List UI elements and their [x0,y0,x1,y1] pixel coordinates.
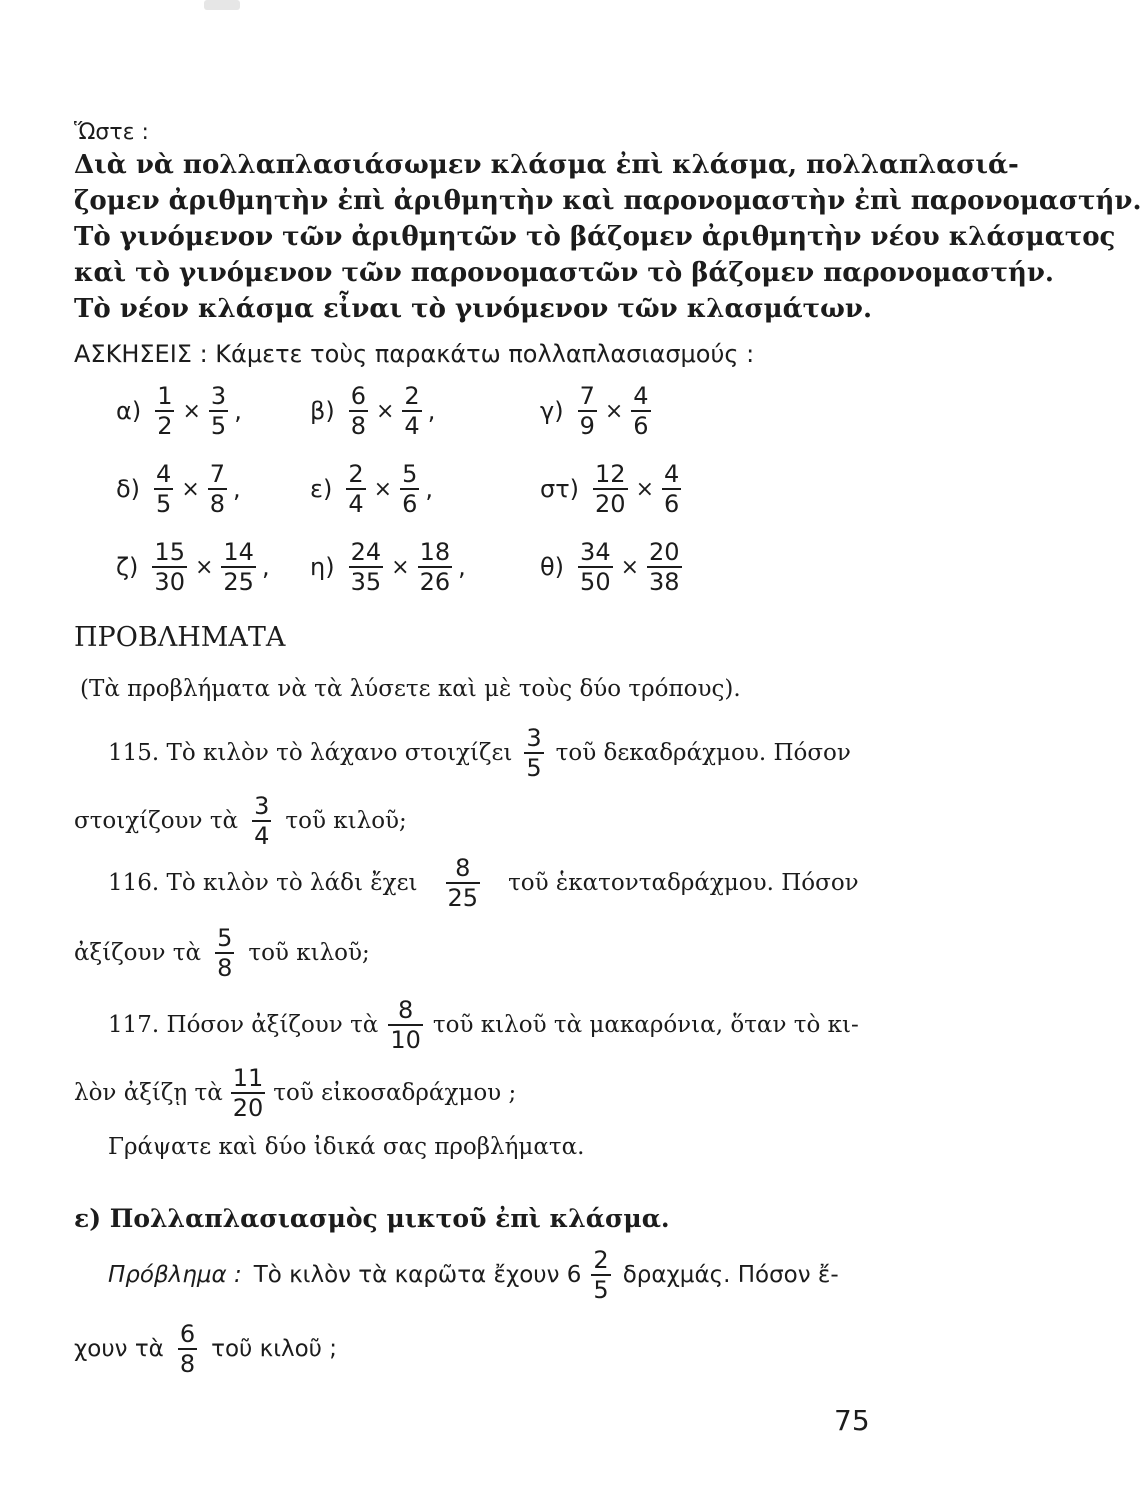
write-own-problems: Γράψατε καὶ δύο ἰδικά σας προβλήματα. [108,1134,585,1160]
exercise-fraction-a [578,382,597,440]
problem-117-line-2 [74,1064,516,1122]
fraction-numerator: 3 [526,724,542,752]
section-e-fraction-2 [178,1320,197,1378]
page-number: 75 [834,1404,870,1437]
problem-117-line-1 [108,996,859,1054]
problem-115-fraction [524,724,543,782]
rule-line-3: Τὸ γινόμενον τῶν ἀριθμητῶν τὸ βάζομεν ἀριθμητὴν νέου κλάσματος [74,222,1116,252]
fraction-denominator: 26 [419,568,451,596]
exercise-fraction-a [154,460,173,518]
fraction-denominator: 35 [350,568,382,596]
times-sign: × [620,554,640,580]
fraction-numerator: 2 [404,382,420,410]
fraction-denominator: 8 [209,490,226,518]
fraction-numerator: 7 [209,460,226,488]
rule-line-1: Διὰ νὰ πολλαπλασιάσωμεν κλάσμα ἐπὶ κλάσμα, πολλαπλασιά- [74,150,1019,180]
problem-115-fraction-2 [252,792,271,850]
exercise-item [310,460,433,518]
times-sign: × [373,476,393,502]
exercise-fraction-b [647,538,682,596]
fraction-numerator: 8 [455,854,471,882]
exercise-label: γ) [540,397,564,425]
exercise-item [540,382,657,440]
fraction-numerator: 15 [154,538,185,566]
fraction-numerator: 7 [579,382,595,410]
exercise-fraction-a [578,538,613,596]
fraction-numerator: 14 [223,538,254,566]
exercise-label: β) [310,397,335,425]
problem-117-text-2: λὸν ἀξίζῃ τὰ [74,1080,223,1106]
exercise-separator: , [261,553,270,581]
times-sign: × [181,476,200,502]
problem-117-fraction-2 [231,1064,266,1122]
fraction-denominator: 5 [526,754,542,782]
fraction-numerator: 1 [157,382,173,410]
section-e-problem-line-1 [108,1246,839,1304]
times-sign: × [182,398,201,424]
times-sign: × [194,554,214,580]
problems-note: (Τὰ προβλήματα νὰ τὰ λύσετε καὶ μὲ τοὺς δύο τρόπους). [80,676,741,702]
problem-115-text-2: στοιχίζουν τὰ [74,808,239,834]
problem-115-text-2-cont: τοῦ κιλοῦ; [285,808,407,834]
fraction-numerator: 18 [419,538,451,566]
fraction-numerator: 2 [348,460,364,488]
fraction-denominator: 25 [447,884,479,912]
fraction-denominator: 5 [210,412,227,440]
section-e-fraction [591,1246,610,1304]
fraction-denominator: 8 [350,412,366,440]
fraction-denominator: 25 [223,568,254,596]
exercise-fraction-b [400,460,419,518]
fraction-numerator: 34 [580,538,611,566]
fraction-numerator: 6 [350,382,366,410]
exercise-label: στ) [540,475,580,503]
problem-116-line-2 [74,924,370,982]
exercise-separator: , [233,475,241,503]
problem-label: Πρόβλημα : [108,1262,242,1288]
fraction-numerator: 3 [210,382,227,410]
fraction-denominator: 8 [217,954,233,982]
fraction-numerator: 11 [232,1064,264,1092]
fraction-denominator: 5 [593,1276,609,1304]
fraction-numerator: 2 [593,1246,609,1274]
fraction-denominator: 4 [404,412,420,440]
fraction-numerator: 20 [649,538,680,566]
problem-116-text-2: ἀξίζουν τὰ [74,940,202,966]
fraction-numerator: 12 [595,460,626,488]
fraction-denominator: 20 [595,490,626,518]
problem-116-fraction-2 [215,924,234,982]
exercise-fraction-b [631,382,650,440]
problem-117-text: 117. Πόσον ἀξίζουν τὰ [108,1012,379,1038]
times-sign: × [375,398,395,424]
fraction-numerator: 4 [156,460,172,488]
times-sign: × [635,476,655,502]
fraction-denominator: 6 [402,490,418,518]
exercise-fraction-a [346,460,365,518]
exercise-label: ζ) [116,553,139,581]
fraction-numerator: 3 [254,792,270,820]
exercise-fraction-a [349,538,384,596]
problem-115-text-cont: τοῦ δεκαδράχμου. Πόσον [555,740,851,766]
problem-115-line-2 [74,792,407,850]
fraction-denominator: 4 [254,822,270,850]
exercise-item [540,460,687,518]
exercise-separator: , [427,397,436,425]
problem-115-text: 115. Τὸ κιλὸν τὸ λάχανο στοιχίζει [108,740,513,766]
exercise-fraction-a [152,538,187,596]
problem-116-text-2-cont: τοῦ κιλοῦ; [248,940,370,966]
exercise-item [116,538,270,596]
problem-117-fraction [388,996,423,1054]
fraction-numerator: 4 [664,460,680,488]
problem-116-line-1 [108,854,859,912]
problem-116-text-cont: τοῦ ἑκατονταδράχμου. Πόσον [508,870,859,896]
fraction-numerator: 24 [350,538,382,566]
exercise-fraction-a [155,382,174,440]
exercise-fraction-b [418,538,453,596]
fraction-numerator: 6 [179,1320,196,1348]
fraction-denominator: 30 [154,568,185,596]
section-e-problem-line-2 [74,1320,337,1378]
exercise-fraction-a [349,382,368,440]
exercise-fraction-b [221,538,256,596]
fraction-numerator: 8 [397,996,414,1024]
fraction-denominator: 6 [633,412,649,440]
fraction-denominator: 38 [649,568,680,596]
fraction-denominator: 8 [179,1350,196,1378]
exercise-label: ε) [310,475,333,503]
problems-title: ΠΡΟΒΛΗΜΑΤΑ [74,622,286,653]
times-sign: × [391,554,410,580]
exercise-fraction-b [402,382,421,440]
exercise-fraction-a [593,460,628,518]
section-e-problem-text-cont: δραχμάς. Πόσον ἔ- [622,1262,839,1288]
problem-115-line-1 [108,724,851,782]
exercise-item [116,382,242,440]
exercises-heading: ΑΣΚΗΣΕΙΣ : Κάμετε τοὺς παρακάτω πολλαπλασιασμούς : [74,340,755,368]
exercise-separator: , [425,475,433,503]
exercise-label: δ) [116,475,141,503]
rule-line-2: ζομεν ἀριθμητὴν ἐπὶ ἀριθμητὴν καὶ παρονομαστὴν ἐπὶ παρονομαστήν. [74,186,1142,216]
section-e-title: ε) Πολλαπλασιασμὸς μικτοῦ ἐπὶ κλάσμα. [74,1204,670,1233]
section-e-problem-text-2-cont: τοῦ κιλοῦ ; [211,1336,338,1362]
fraction-denominator: 20 [232,1094,264,1122]
fraction-denominator: 9 [579,412,595,440]
section-e-problem-text: Τὸ κιλὸν τὰ καρῶτα ἔχουν 6 [253,1262,582,1288]
exercise-item [540,538,688,596]
rule-line-4: καὶ τὸ γινόμενον τῶν παρονομαστῶν τὸ βάζομεν παρονομαστήν. [74,258,1054,288]
exercise-label: α) [116,397,142,425]
exercise-item [310,538,466,596]
rule-line-5: Τὸ νέον κλάσμα εἶναι τὸ γινόμενον τῶν κλασμάτων. [74,294,873,324]
fraction-denominator: 5 [156,490,172,518]
problem-116-fraction [446,854,481,912]
exercise-label: θ) [540,553,565,581]
intro-text: Ὥστε : [74,120,149,145]
fraction-denominator: 6 [664,490,680,518]
exercise-separator: , [458,553,466,581]
fraction-numerator: 4 [633,382,649,410]
exercise-item [116,460,241,518]
fraction-denominator: 2 [157,412,173,440]
fraction-numerator: 5 [217,924,233,952]
problem-117-text-2-cont: τοῦ εἰκοσαδράχμου ; [273,1080,517,1106]
exercise-separator: , [234,397,242,425]
problem-116-text: 116. Τὸ κιλὸν τὸ λάδι ἔχει [108,870,418,896]
fraction-denominator: 10 [390,1026,421,1054]
exercise-fraction-b [662,460,681,518]
fraction-denominator: 50 [580,568,611,596]
problem-117-text-cont: τοῦ κιλοῦ τὰ μακαρόνια, ὅταν τὸ κι- [432,1012,859,1038]
exercise-fraction-b [208,460,227,518]
exercise-label: η) [310,553,335,581]
fraction-numerator: 5 [402,460,418,488]
exercise-item [310,382,435,440]
scan-mark [204,0,240,10]
exercise-fraction-b [209,382,228,440]
section-e-problem-text-2: χουν τὰ [74,1336,164,1362]
fraction-denominator: 4 [348,490,364,518]
times-sign: × [604,398,624,424]
